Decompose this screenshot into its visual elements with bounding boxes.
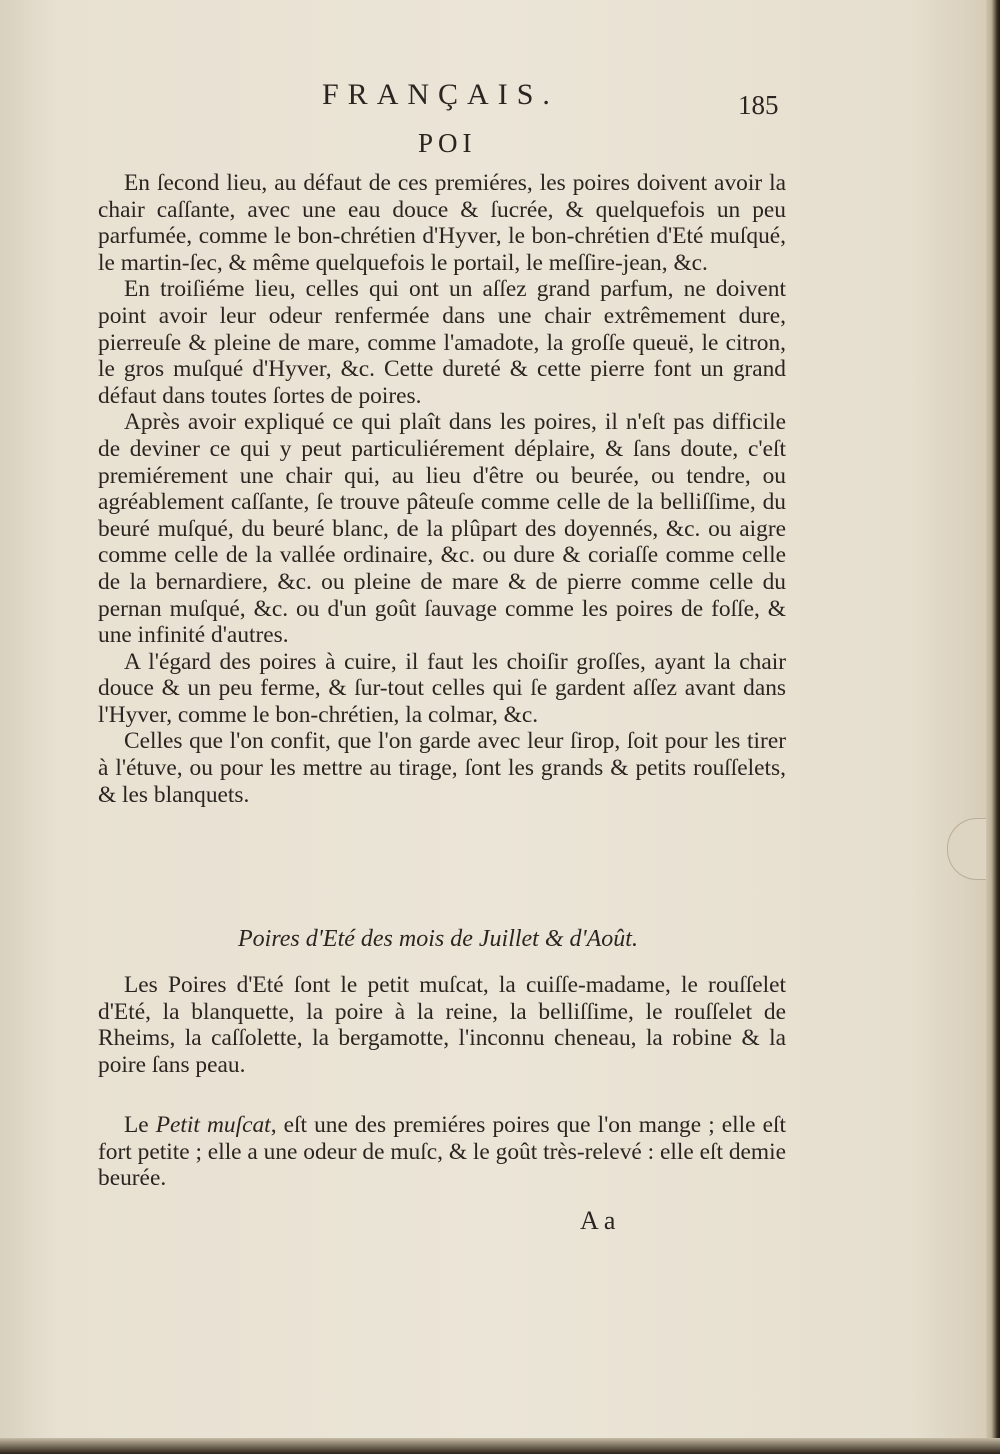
paragraph-2: En troiſiéme lieu, celles qui ont un aſſez grand parfum, ne doivent point avoir leur odeur renfermée dans une chair extrêmement dure, pierreuſe & pleine de mare, comme l'amadote, la groſſe queuë, le citron, le gros muſqué d'Hyver, &c. Cette dureté & cette pierre font un grand défaut dans toutes ſortes de poires.: [98, 276, 786, 409]
summer-pears-heading: Poires d'Eté des mois de Juillet & d'Août.: [238, 926, 638, 952]
summer-pears-paragraph: Les Poires d'Eté ſont le petit muſcat, la cuiſſe-madame, le rouſſelet d'Eté, la blanquette, la poire à la reine, la belliſſime, le rouſſelet de Rheims, la caſſolette, la bergamotte, l'inconnu cheneau, la robine & la poire ſans peau.: [98, 972, 786, 1078]
running-head: FRANÇAIS.: [322, 78, 559, 111]
petit-muscat-entry: [98, 1112, 786, 1192]
paragraph-4: A l'égard des poires à cuire, il faut les choiſir groſſes, ayant la chair douce & un peu ferme, & ſur-tout celles qui ſe gardent aſſez avant dans l'Hyver, comme le bon-chrétien, la colmar, &c.: [98, 648, 786, 728]
section-head: POI: [418, 128, 477, 158]
entry-lead: Le: [124, 1112, 149, 1138]
entry-description: , eſt une des premiéres poires que l'on mange ; elle eſt fort petite ; elle a une odeur de muſc, & le goût très-relevé : elle eſt demie beurée.: [98, 1112, 786, 1192]
paragraph-5: Celles que l'on confit, que l'on garde avec leur ſirop, ſoit pour les tirer à l'étuve, ou pour les mettre au tirage, ſont les grands & petits rouſſelets, & les blanquets.: [98, 728, 786, 808]
page-edge-right: [986, 0, 1000, 1454]
summer-pears-text: [98, 972, 786, 1078]
paragraph-1: En ſecond lieu, au défaut de ces premiéres, les poires doivent avoir la chair caſſante, avec une eau douce & ſucrée, & quelquefois un peu parfumée, comme le bon-chrétien d'Hyver, le bon-chrétien d'Eté muſqué, le martin-ſec, & même quelquefois le portail, le meſſire-jean, &c.: [98, 170, 786, 276]
paragraph-3: Après avoir expliqué ce qui plaît dans les poires, il n'eſt pas difficile de deviner ce qui y peut particuliérement déplaire, & ſans doute, c'eſt premiérement une chair qui, au lieu d'être ou beurée, ou tendre, ou agréablement caſſante, ſe trouve pâteuſe comme celle de la belliſſime, du beuré muſqué, du beuré blanc, de la plûpart des doyennés, &c. ou aigre comme celle de la vallée ordinaire, &c. ou dure & coriaſſe comme celle de la bernardiere, &c. ou pleine de mare & de pierre comme celle du pernan muſqué, &c. ou d'un goût ſauvage comme les poires de foſſe, & une infinité d'autres.: [98, 409, 786, 649]
signature-mark: A a: [580, 1206, 616, 1235]
entry-text: [98, 1112, 786, 1192]
page-number: 185: [738, 90, 779, 120]
page-edge-bottom: [0, 1438, 1000, 1454]
entry-term: Petit muſcat: [155, 1112, 271, 1138]
body-text: [98, 170, 786, 808]
